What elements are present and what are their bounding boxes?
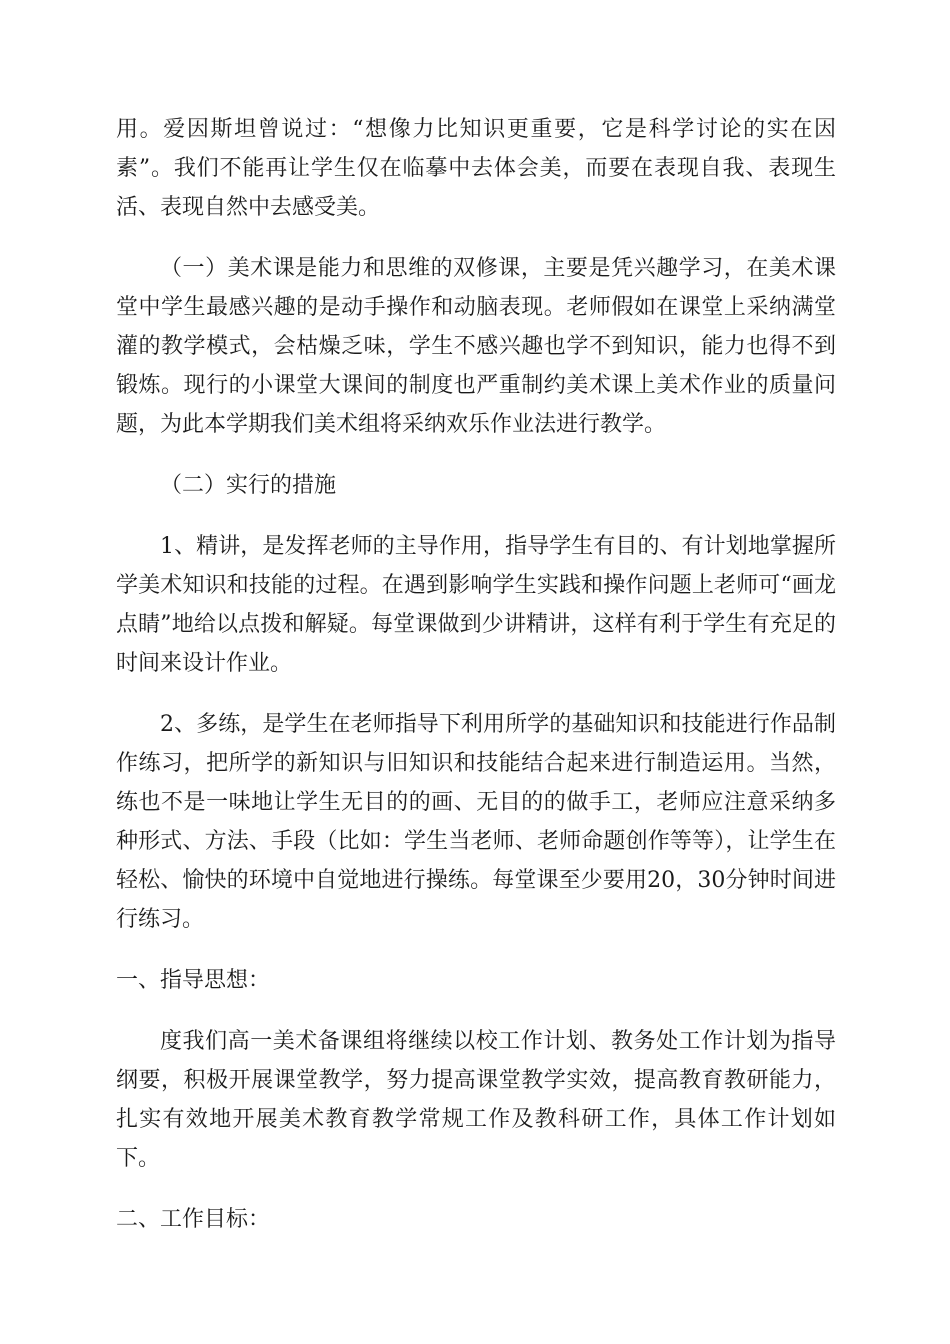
heading-measures: （二）实行的措施 xyxy=(160,473,337,498)
paragraph-more-practice: 2、多练，是学生在老师指导下利用所学的基础知识和技能进行作品制作练习，把所学的新知识与旧知识和技能结合起来进行制造运用。当然，练也不是一味地让学生无目的的画、无目的的做手工，老师应注意采纳多种形式、方法、手段（比如：学生当老师、老师命题创作等等），让学生在轻松、愉快的环境中自觉地进行操练。每堂课至少要用20，30分钟时间进行练习。 xyxy=(116,712,836,932)
document-body xyxy=(116,110,836,1239)
paragraph-art-class-interest: （一）美术课是能力和思维的双修课，主要是凭兴趣学习，在美术课堂中学生最感兴趣的是动手操作和动脑表现。老师假如在课堂上采纳满堂灌的教学模式，会枯燥乏味，学生不感兴趣也学不到知识，能力也得不到锻炼。现行的小课堂大课间的制度也严重制约美术课上美术作业的质量问题，为此本学期我们美术组将采纳欢乐作业法进行教学。 xyxy=(116,256,836,437)
paragraph-concise-teaching: 1、精讲，是发挥老师的主导作用，指导学生有目的、有计划地掌握所学美术知识和技能的过程。在遇到影响学生实践和操作问题上老师可“画龙点睛”地给以点拨和解疑。每堂课做到少讲精讲，这样有利于学生有充足的时间来设计作业。 xyxy=(116,534,836,676)
paragraph-imagination-quote: 用。爱因斯坦曾说过：“想像力比知识更重要，它是科学讨论的实在因素”。我们不能再让学生仅在临摹中去体会美，而要在表现自我、表现生活、表现自然中去感受美。 xyxy=(116,117,836,220)
heading-work-goals: 二、工作目标： xyxy=(116,1207,271,1232)
paragraph-work-plan: 度我们高一美术备课组将继续以校工作计划、教务处工作计划为指导纲要，积极开展课堂教学，努力提高课堂教学实效，提高教育教研能力，扎实有效地开展美术教育教学常规工作及教科研工作，具体工作计划如下。 xyxy=(116,1029,836,1171)
heading-guiding-ideology: 一、指导思想： xyxy=(116,968,271,993)
